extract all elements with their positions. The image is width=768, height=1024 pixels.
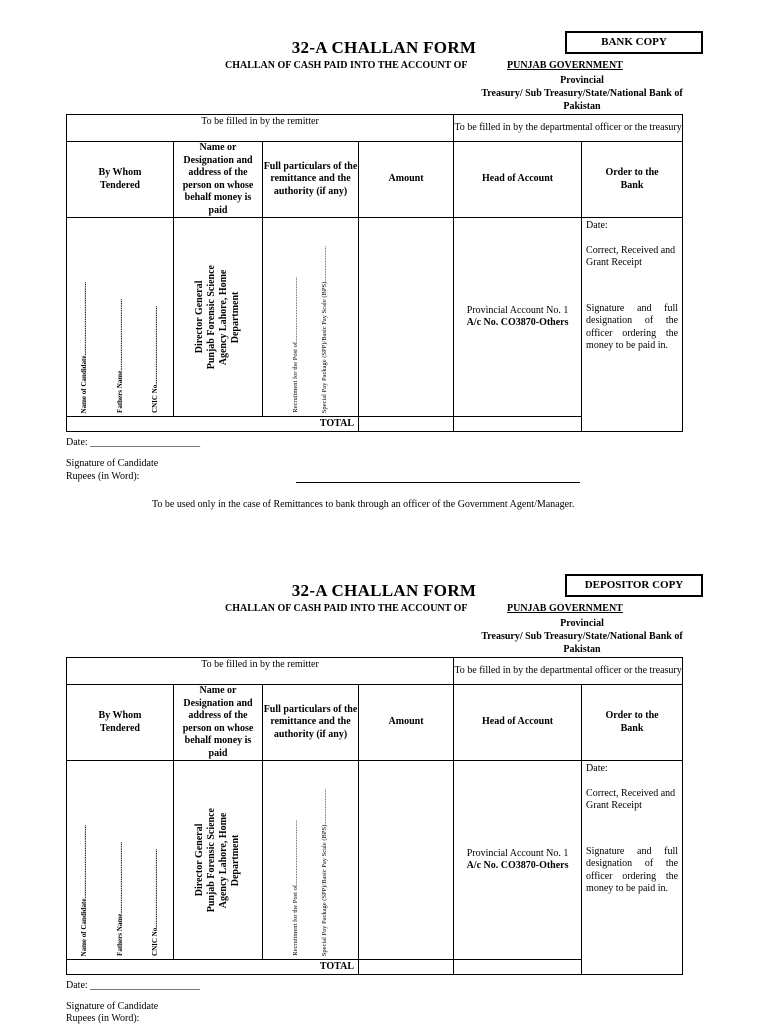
total-amount [359, 417, 454, 432]
particulars-cell [263, 218, 359, 417]
date-line: Date: ______________________ [66, 980, 201, 991]
special-pay-field: Special Pay Package (SPP)/Basic Pay Scale (BPS)...................... [320, 788, 328, 956]
col-head: Head of Account [454, 685, 582, 761]
account-number: A/c No. CO3870-Others [466, 317, 569, 328]
signature-label: Signature of Candidate [66, 1001, 159, 1012]
cnic-field: CNIC No............................................. [151, 306, 160, 413]
col-particulars: Full particulars of the remittance and the authority (if any) [263, 685, 359, 761]
payee-text [194, 265, 242, 369]
name-of-candidate-field: Name of Candidate.......................................... [80, 824, 89, 956]
cnic-field: CNIC No............................................. [151, 849, 160, 956]
rupees-label: Rupees (in Word): [66, 1013, 140, 1024]
order-cell [582, 218, 683, 432]
head-of-account-cell [454, 761, 582, 960]
order-date: Date: [586, 220, 608, 231]
recruitment-field: Recruitment for the Post of........................................ [292, 820, 299, 956]
treasury-info [467, 617, 697, 656]
rupees-label: Rupees (in Word): [66, 471, 140, 482]
total-amount [359, 960, 454, 975]
remitter-header: To be filled in by the remitter [67, 115, 454, 142]
subtitle-account: PUNJAB GOVERNMENT [507, 60, 623, 71]
fathers-name-field: Fathers Name......................................... [115, 842, 124, 956]
col-amount: Amount [359, 685, 454, 761]
account-line: Provincial Account No. 1 [466, 847, 569, 859]
col-order: Order to the Bank [582, 685, 683, 761]
amount-cell [359, 218, 454, 417]
treasury-line: Pakistan [563, 644, 601, 655]
special-pay-field: Special Pay Package (SPP)/Basic Pay Scale (BPS)...................... [320, 245, 328, 413]
remitter-header: To be filled in by the remitter [67, 658, 454, 685]
recruitment-field: Recruitment for the Post of........................................ [292, 277, 299, 413]
total-label: TOTAL [67, 417, 359, 432]
rupees-line [296, 482, 580, 483]
payee-line: Agency Lahore, Home [218, 812, 229, 908]
order-signature: Signature and full designation of the officer ordering the money to be paid in. [586, 302, 679, 351]
col-tendered: By Whom Tendered [67, 685, 174, 761]
footer-note: To be used only in the case of Remittances to bank through an officer of the Government Agent/Manager. [152, 499, 575, 510]
payee-line: Department [230, 291, 241, 343]
order-date: Date: [586, 763, 608, 774]
order-correct: Correct, Received and Grant Receipt [586, 244, 676, 268]
account-line: Provincial Account No. 1 [466, 304, 569, 316]
officer-header: To be filled in by the departmental officer or the treasury [454, 658, 683, 685]
order-signature: Signature and full designation of the officer ordering the money to be paid in. [586, 845, 679, 894]
amount-cell [359, 761, 454, 960]
order-correct: Correct, Received and Grant Receipt [586, 787, 676, 811]
subtitle-account: PUNJAB GOVERNMENT [507, 603, 623, 614]
col-tendered: By Whom Tendered [67, 142, 174, 218]
copy-label: DEPOSITOR COPY [584, 579, 684, 591]
total-head [454, 960, 582, 975]
payee-line: Director General [194, 280, 205, 354]
payee-line: Punjab Forensic Science [206, 264, 217, 370]
treasury-line: Provincial [560, 618, 604, 629]
payee-cell [174, 218, 263, 417]
challan-table [66, 114, 683, 432]
payee-line: Director General [194, 823, 205, 897]
head-of-account-cell [454, 218, 582, 417]
treasury-info [467, 74, 697, 113]
col-name: Name or Designation and address of the person on whose behalf money is paid [174, 142, 263, 218]
treasury-line: Treasury/ Sub Treasury/State/National Bank of [481, 88, 683, 99]
name-of-candidate-field: Name of Candidate.......................................... [80, 281, 89, 413]
form-title: 32-A CHALLAN FORM [291, 38, 477, 57]
treasury-line: Provincial [560, 75, 604, 86]
payee-line: Punjab Forensic Science [206, 807, 217, 913]
challan-table [66, 657, 683, 975]
subtitle-prefix: CHALLAN OF CASH PAID INTO THE ACCOUNT OF [225, 60, 468, 71]
col-name: Name or Designation and address of the person on whose behalf money is paid [174, 685, 263, 761]
form-title: 32-A CHALLAN FORM [291, 581, 477, 600]
order-cell [582, 761, 683, 975]
total-label: TOTAL [67, 960, 359, 975]
col-order: Order to the Bank [582, 142, 683, 218]
col-amount: Amount [359, 142, 454, 218]
payee-line: Agency Lahore, Home [218, 269, 229, 365]
subtitle-prefix: CHALLAN OF CASH PAID INTO THE ACCOUNT OF [225, 603, 468, 614]
payee-text [194, 808, 242, 912]
candidate-fields [67, 218, 174, 417]
signature-label: Signature of Candidate [66, 458, 159, 469]
total-head [454, 417, 582, 432]
treasury-line: Pakistan [563, 101, 601, 112]
treasury-line: Treasury/ Sub Treasury/State/National Bank of [481, 631, 683, 642]
account-number: A/c No. CO3870-Others [466, 860, 569, 871]
officer-header: To be filled in by the departmental officer or the treasury [454, 115, 683, 142]
payee-line: Department [230, 834, 241, 886]
date-line: Date: ______________________ [66, 437, 201, 448]
fathers-name-field: Fathers Name......................................... [115, 299, 124, 413]
col-particulars: Full particulars of the remittance and the authority (if any) [263, 142, 359, 218]
candidate-fields [67, 761, 174, 960]
col-head: Head of Account [454, 142, 582, 218]
particulars-cell [263, 761, 359, 960]
copy-label: BANK COPY [601, 36, 667, 48]
payee-cell [174, 761, 263, 960]
